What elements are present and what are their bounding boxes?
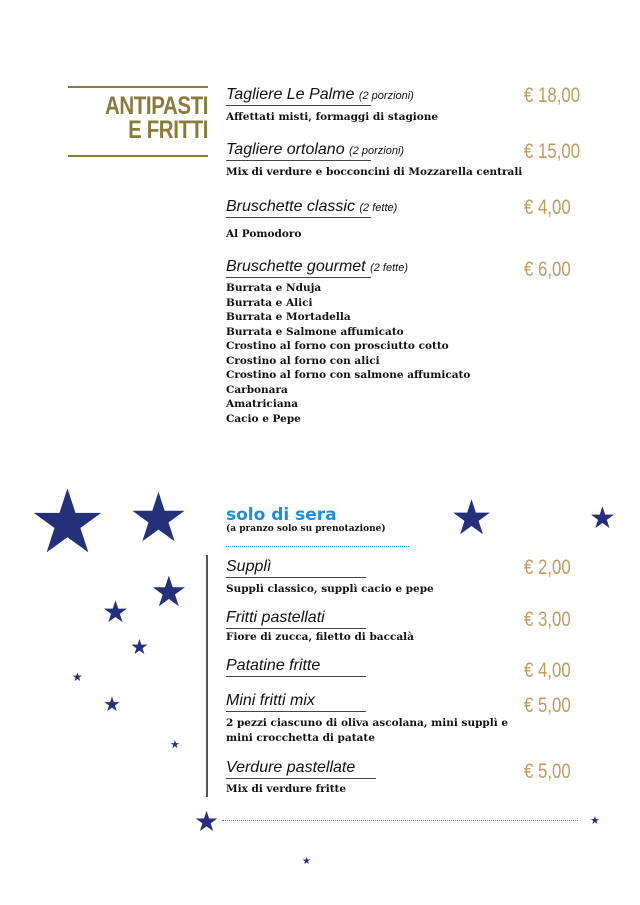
item-name: Tagliere ortolano (2 porzioni) [226,141,405,158]
item-portion: (2 porzioni) [358,90,414,102]
star-icon: ★ [302,856,311,867]
item-price: € 2,00 [524,556,571,579]
sera-divider-top [226,546,409,547]
item-price: € 6,00 [524,258,571,281]
item-description: mini crocchetta di patate [226,731,375,744]
list-item: Crostino al forno con alici [226,354,380,367]
item-portion: (2 fette) [359,202,398,214]
item-name: Patatine fritte [226,657,321,674]
item-price: € 5,00 [524,694,571,717]
star-icon: ★ [72,670,83,684]
list-item: Carbonara [226,383,288,396]
star-icon: ★ [170,738,180,751]
item-description: Affettati misti, formaggi di stagione [226,111,439,123]
item-description-list [226,281,566,426]
item-name: Verdure pastellate [226,759,356,776]
sera-divider-bottom [222,820,578,821]
star-icon: ★ [450,490,494,546]
item-underline [226,277,371,278]
item-underline [226,577,366,578]
item-description: Fiore di zucca, filetto di baccalà [226,631,414,643]
star-icon: ★ [589,501,616,536]
menu-item-tagliere-ortolano [226,141,566,180]
star-icon: ★ [590,814,600,827]
list-item: Amatriciana [226,398,299,410]
item-name: Mini fritti mix [226,692,315,709]
item-name: Tagliere Le Palme (2 porzioni) [226,86,414,103]
menu-item-mini-fritti-mix [226,692,556,745]
list-item: Burrata e Alici [226,296,313,309]
item-price: € 18,00 [524,84,581,107]
list-item: Burrata e Mortadella [226,311,351,323]
item-underline [226,711,366,712]
item-name: Fritti pastellati [226,609,325,626]
item-underline [226,105,371,106]
menu-item-bruschette-classic [226,198,566,242]
list-item: Crostino al forno con prosciutto cotto [226,340,449,352]
item-description: Mix di verdure e bocconcini di Mozzarella centrali [226,166,523,178]
item-name: Supplì [226,558,272,575]
item-description: Supplì classico, supplì cacio e pepe [226,583,434,595]
star-icon: ★ [130,635,149,659]
menu-item-suppli [226,558,546,597]
star-icon: ★ [150,567,188,616]
sera-title: solo di sera [226,505,337,525]
item-name: Bruschette gourmet (2 fette) [226,258,408,275]
star-icon: ★ [103,692,121,716]
item-description: Mix di verdure fritte [226,783,347,795]
item-underline [226,628,366,629]
list-item: Crostino al forno con salmone affumicato [226,369,471,381]
star-icon: ★ [194,805,220,838]
section-title-line2: E FRITTI [128,116,208,144]
star-icon: ★ [28,470,107,573]
list-item: Burrata e Salmone affumicato [226,325,404,338]
item-portion: (2 porzioni) [349,145,405,157]
item-underline [226,676,366,677]
item-price: € 4,00 [524,196,571,219]
section-title [44,94,208,142]
list-item: Cacio e Pepe [226,412,301,425]
item-underline [226,778,376,779]
item-price: € 3,00 [524,608,571,631]
item-portion: (2 fette) [370,262,408,274]
section-rule-top [68,86,208,88]
item-underline [226,217,371,218]
star-icon: ★ [128,479,189,558]
list-item: Burrata e Nduja [226,282,322,294]
sera-vertical-rule [206,555,208,797]
star-icon: ★ [102,595,129,630]
item-description: Al Pomodoro [226,228,302,240]
item-underline [226,160,371,161]
section-title-line1: ANTIPASTI [105,92,208,120]
item-description: 2 pezzi ciascuno di oliva ascolana, mini supplì e [226,717,509,729]
menu-item-patatine-fritte [226,657,546,677]
menu-item-verdure-pastellate [226,759,546,797]
section-rule-bottom [68,155,208,157]
menu-item-bruschette-gourmet [226,258,566,426]
item-name: Bruschette classic (2 fette) [226,198,398,215]
item-price: € 5,00 [524,760,571,783]
menu-item-fritti-pastellati [226,609,546,645]
item-price: € 15,00 [524,140,581,163]
item-price: € 4,00 [524,659,571,682]
sera-note: (a pranzo solo su prenotazione) [226,524,386,534]
menu-item-tagliere-le-palme [226,86,566,125]
